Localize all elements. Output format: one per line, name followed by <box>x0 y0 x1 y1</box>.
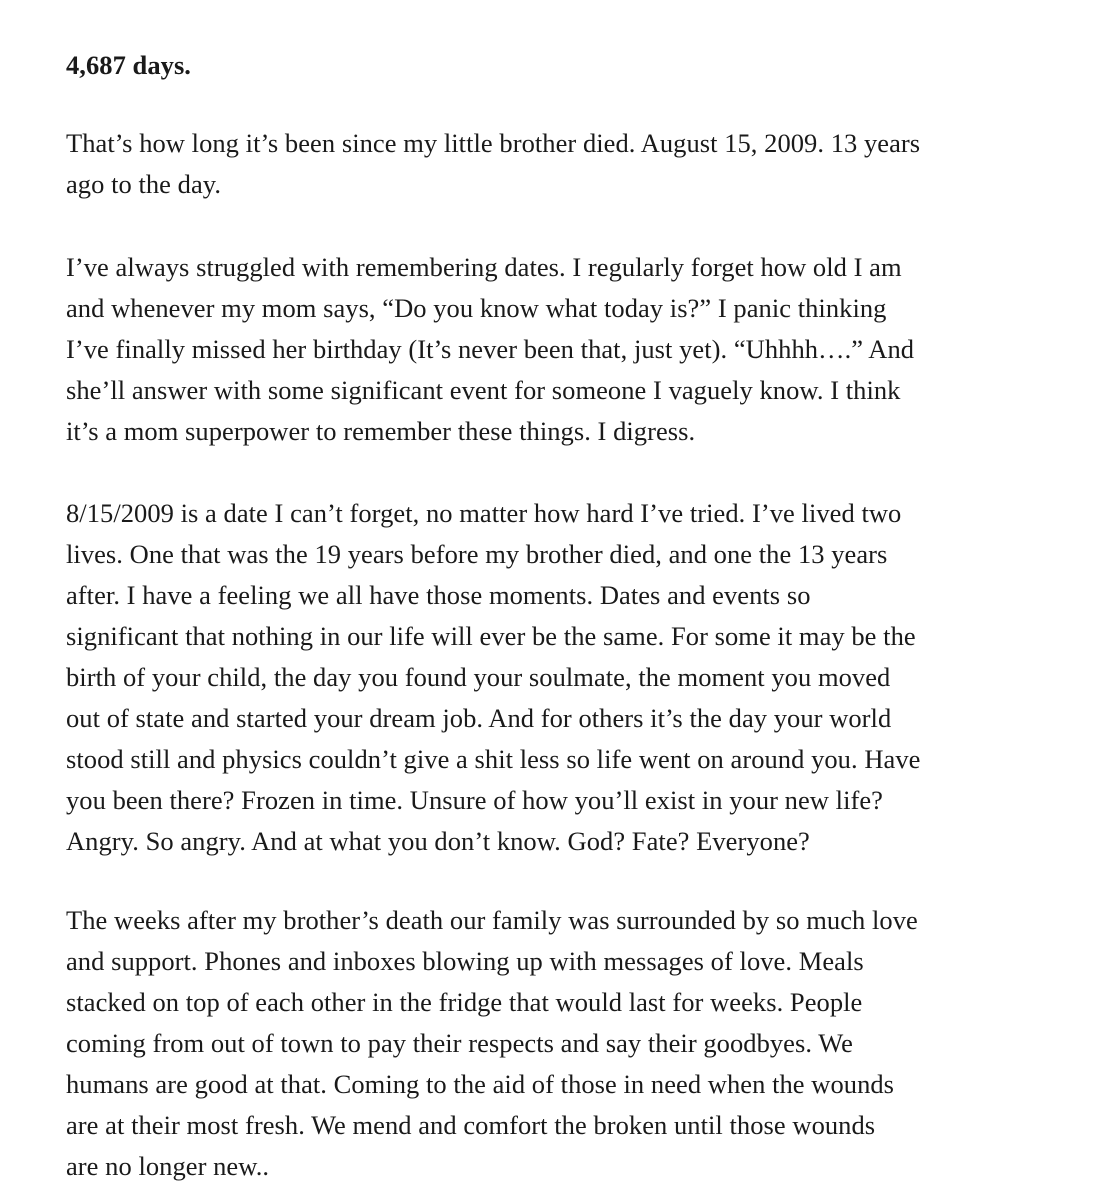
paragraph-3-line-5: birth of your child, the day you found your soulmate, the moment you moved <box>66 662 891 692</box>
page-title: 4,687 days. <box>66 50 191 80</box>
paragraph-4-line-2: and support. Phones and inboxes blowing up with messages of love. Meals <box>66 946 864 976</box>
paragraph-1-line-2: ago to the day. <box>66 169 222 199</box>
paragraph-2-line-2: and whenever my mom says, “Do you know what today is?” I panic thinking <box>66 293 887 323</box>
paragraph-3-line-7: stood still and physics couldn’t give a shit less so life went on around you. Have <box>66 744 921 774</box>
paragraph-3-line-2: lives. One that was the 19 years before my brother died, and one the 13 years <box>66 539 888 569</box>
paragraph-3-line-8: you been there? Frozen in time. Unsure of how you’ll exist in your new life? <box>66 785 883 815</box>
paragraph-4-line-3: stacked on top of each other in the fridge that would last for weeks. People <box>66 987 863 1017</box>
paragraph-2-line-3: I’ve finally missed her birthday (It’s never been that, just yet). “Uhhhh….” And <box>66 334 915 364</box>
paragraph-3-line-1: 8/15/2009 is a date I can’t forget, no matter how hard I’ve tried. I’ve lived two <box>66 498 902 528</box>
paragraph-3-line-9: Angry. So angry. And at what you don’t know. God? Fate? Everyone? <box>66 826 810 856</box>
paragraph-3-line-4: significant that nothing in our life will ever be the same. For some it may be the <box>66 621 916 651</box>
paragraph-2-line-1: I’ve always struggled with remembering dates. I regularly forget how old I am <box>66 252 902 282</box>
paragraph-3-line-6: out of state and started your dream job. And for others it’s the day your world <box>66 703 892 733</box>
paragraph-4-line-4: coming from out of town to pay their respects and say their goodbyes. We <box>66 1028 853 1058</box>
paragraph-4-line-7: are no longer new.. <box>66 1151 270 1181</box>
paragraph-1-line-1: That’s how long it’s been since my little brother died. August 15, 2009. 13 years <box>66 128 921 158</box>
paragraph-2-line-4: she’ll answer with some significant event for someone I vaguely know. I think <box>66 375 901 405</box>
paragraph-2-line-5: it’s a mom superpower to remember these things. I digress. <box>66 416 696 446</box>
paragraph-4-line-6: are at their most fresh. We mend and comfort the broken until those wounds <box>66 1110 876 1140</box>
paragraph-4-line-5: humans are good at that. Coming to the aid of those in need when the wounds <box>66 1069 895 1099</box>
paragraph-3-line-3: after. I have a feeling we all have those moments. Dates and events so <box>66 580 811 610</box>
paragraph-4-line-1: The weeks after my brother’s death our family was surrounded by so much love <box>66 905 918 935</box>
